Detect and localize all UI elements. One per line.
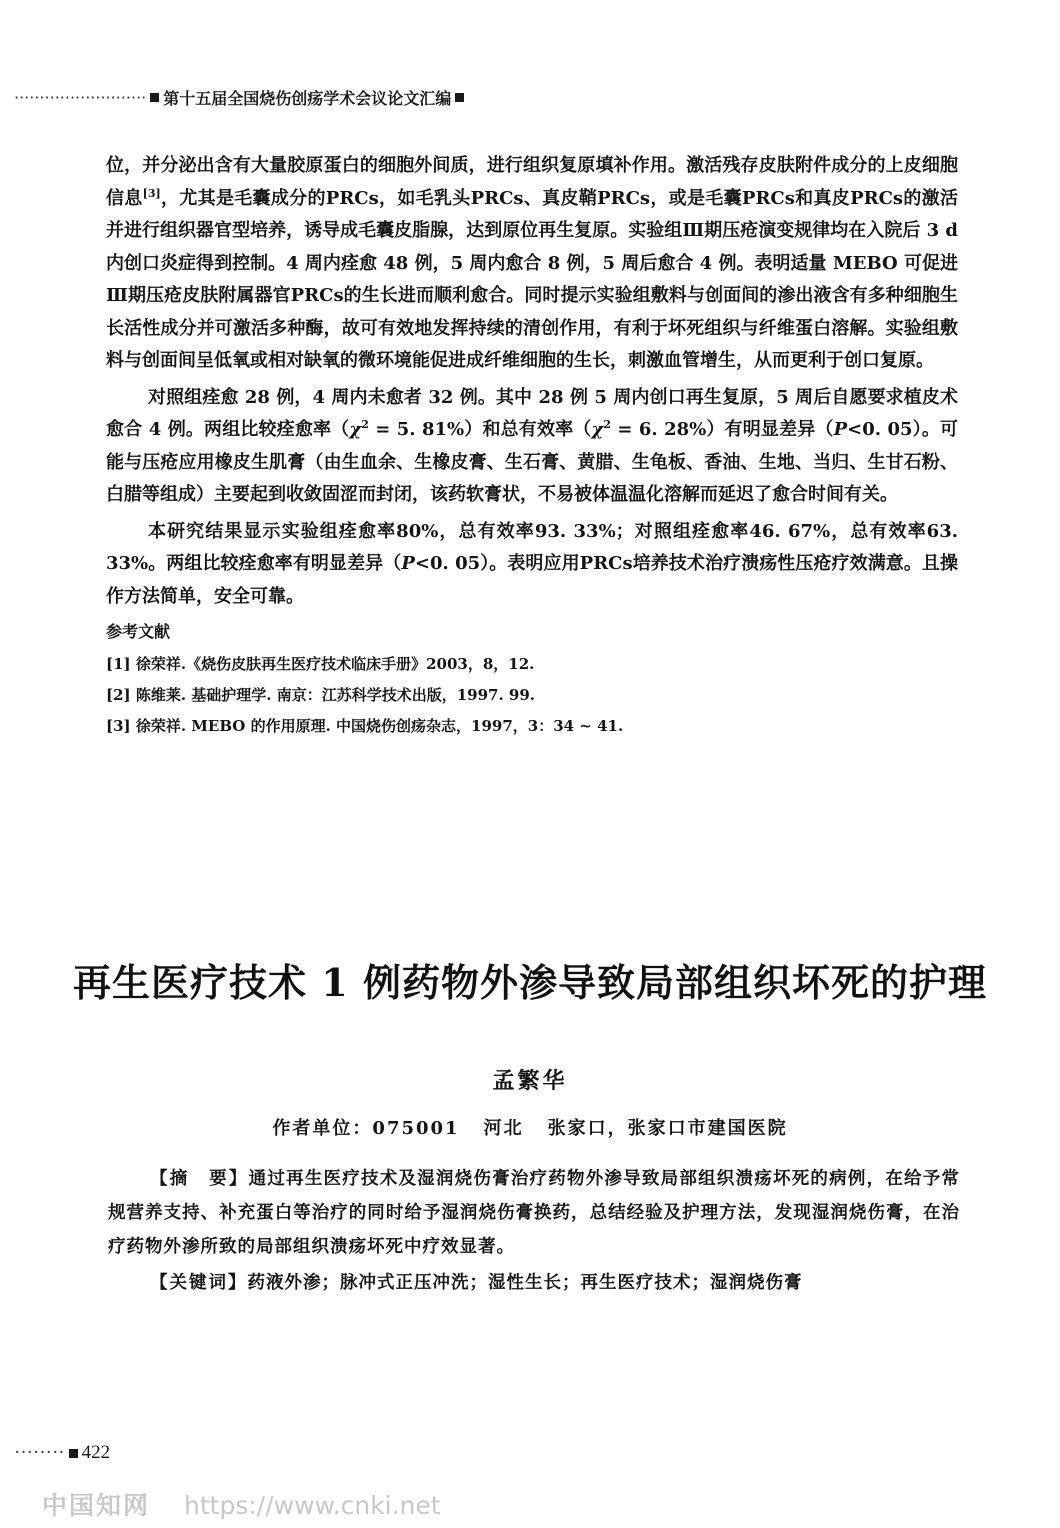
paragraph-2-text-a: 对照组痊愈 28 例，4 周内未愈者 32 例。其中 28 例 5 周内创口再生复原，5 周后自愿要求植皮术愈合 4 例。两组比较痊愈率（ [106, 386, 958, 440]
keywords-label: 【关键词】 [150, 1273, 248, 1293]
author-affiliation [0, 1114, 1060, 1140]
paragraph-3-text-b: <0. 05）。表明应用PRCs培养技术治疗溃疡性压疮疗效满意。且操作方法简单，安全可靠。 [106, 553, 959, 607]
affiliation-province: 河北 [483, 1118, 524, 1139]
keywords [108, 1266, 960, 1300]
abstract-block [108, 1162, 960, 1302]
header-square-icon [150, 93, 159, 102]
abstract-text: 通过再生医疗技术及湿润烧伤膏治疗药物外渗导致局部组织溃疡坏死的病例，在给予常规营养支持、补充蛋白等治疗的同时给予湿润烧伤膏换药，总结经验及护理方法，发现湿润烧伤膏，在治疗药物外渗所致的局部组织溃疡坏死中疗效显著。 [108, 1169, 961, 1257]
running-title: 第十五届全国烧伤创疡学术会议论文汇编 [163, 89, 452, 108]
cnki-watermark [42, 1486, 441, 1522]
chi-exponent: 2 [603, 418, 611, 431]
page-number: 422 [81, 1442, 111, 1463]
header-leader-dots: ·························· [14, 88, 147, 107]
affiliation-label: 作者单位：075001 [272, 1118, 460, 1139]
footer-square-icon [69, 1449, 78, 1458]
paragraph-2-text-b: = 5. 81%）和总有效率（ [368, 419, 592, 440]
watermark-logo: 中国知网 [42, 1491, 151, 1520]
paragraph-1 [106, 150, 958, 378]
author-name: 孟繁华 [492, 1068, 568, 1094]
references-title: 参考文献 [106, 622, 171, 641]
header-square-icon [455, 93, 464, 102]
article-title: 再生医疗技术 1 例药物外渗导致局部组织坏死的护理 [73, 960, 987, 1005]
footer-leader-dots: ········ [14, 1442, 65, 1463]
citation-3: [3] [142, 186, 161, 200]
affiliation-institution: 张家口，张家口市建国医院 [547, 1118, 788, 1139]
keywords-text: 药液外渗；脉冲式正压冲洗；湿性生长；再生医疗技术；湿润烧伤膏 [247, 1273, 803, 1293]
chi-symbol: χ [591, 419, 604, 440]
reference-item: [2] 陈维莱. 基础护理学. 南京：江苏科学技术出版，1997. 99. [106, 686, 536, 704]
page-footer [14, 1442, 110, 1464]
chi-symbol: χ [349, 419, 362, 440]
reference-item: [1] 徐荣祥.《烧伤皮肤再生医疗技术临床手册》2003，8，12. [106, 655, 535, 673]
paragraph-3 [106, 516, 958, 614]
paragraph-1-text-a: 位，并分泌出含有大量胶原蛋白的细胞外间质，进行组织复原填补作用。激活残存皮肤附件成分的上皮细胞信息 [106, 155, 958, 209]
chi-exponent: 2 [361, 418, 369, 431]
watermark-url: https://www.cnki.net [184, 1491, 441, 1520]
abstract [108, 1162, 960, 1264]
p-symbol: P [401, 553, 415, 574]
reference-list [106, 649, 958, 742]
body-text [106, 150, 958, 742]
paragraph-2-text-c: = 6. 28%）有明显差异（ [610, 419, 834, 440]
abstract-label: 【摘 要】 [150, 1169, 249, 1189]
paragraph-2-text-d: <0. 05）。可能与压疮应用橡皮生肌膏（由生血余、生橡皮膏、生石膏、黄腊、生龟板、香油、生地、当归、生甘石粉、白腊等组成）主要起到收敛固涩而封闭，该药软膏状，不易被体温温化溶解而延迟了愈合时间有关。 [106, 419, 958, 505]
reference-item: [3] 徐荣祥. MEBO 的作用原理. 中国烧伤创疡杂志，1997，3：34 ~ 41. [106, 717, 624, 735]
paragraph-3-text-a: 本研究结果显示实验组痊愈率80%，总有效率93. 33%；对照组痊愈率46. 67%，总有效率63. 33%。两组比较痊愈率有明显差异（ [106, 520, 958, 574]
paragraph-1-text-b: ，尤其是毛囊成分的PRCs，如毛乳头PRCs、真皮鞘PRCs，或是毛囊PRCs和真皮PRCs的激活并进行组织器官型培养，诱导成毛囊皮脂腺，达到原位再生复原。实验组Ⅲ期压疮演变规律均在入院后 3 d 内创口炎症得到控制。4 周内痊愈 48 例，5 周内愈合 8 例，5 周后愈合 4 例。表明适量 MEBO 可促进Ⅲ期压疮皮肤附属器官PRCs的生长进而顺利愈合。同时提示实验组敷料与创面间的渗出液含有多种细胞生长活性成分并可激活多种酶，故可有效地发挥持续的清创作用，有利于坏死组织与纤维蛋白溶解。实验组敷料与创面间呈低氧或相对缺氧的微环境能促进成纤维细胞的生长，刺激血管增生，从而更利于创口复原。 [106, 187, 958, 371]
p-symbol: P [833, 419, 848, 440]
running-header [14, 86, 468, 109]
paragraph-2 [106, 382, 958, 512]
